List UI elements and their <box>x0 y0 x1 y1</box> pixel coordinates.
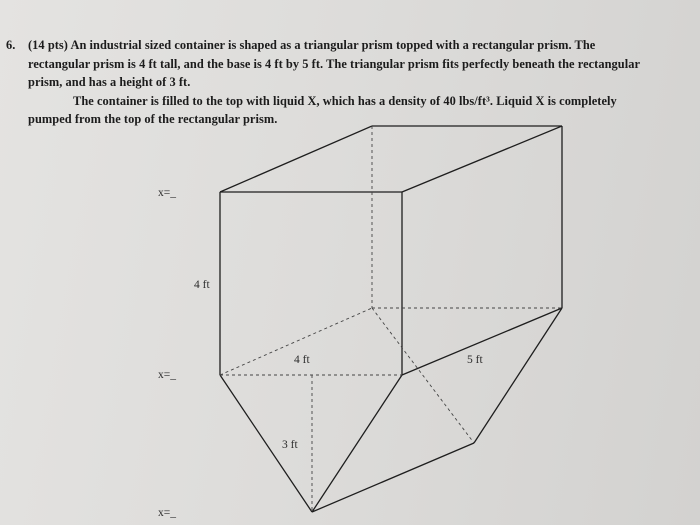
tri-back-right <box>474 308 562 443</box>
label-base-width: 4 ft <box>294 354 310 366</box>
x-label-top: x=_ <box>158 187 176 199</box>
label-tri-height: 3 ft <box>282 439 298 451</box>
x-label-middle: x=_ <box>158 369 176 381</box>
problem-number: 6. <box>6 38 16 52</box>
tri-bottom-ridge <box>312 443 474 512</box>
top-left-edge <box>220 126 372 192</box>
label-rect-height: 4 ft <box>194 279 210 291</box>
label-base-depth: 5 ft <box>467 354 483 366</box>
problem-line-4: The container is filled to the top with liquid X, which has a density of 40 lbs/ft³. Liquid X is completely <box>73 93 617 108</box>
x-label-bottom: x=_ <box>158 507 176 519</box>
problem-line-1: (14 pts) An industrial sized container is shaped as a triangular prism topped with a rectangular prism. The <box>28 38 596 52</box>
tri-front-left <box>220 375 312 512</box>
problem-line-3: prism, and has a height of 3 ft. <box>28 75 191 89</box>
top-right-edge <box>402 126 562 192</box>
problem-line-5: pumped from the top of the rectangular prism. <box>28 112 278 126</box>
tri-front-right <box>312 375 402 512</box>
problem-line-2: rectangular prism is 4 ft tall, and the base is 4 ft by 5 ft. The triangular prism fits perfectly beneath the rectangular <box>28 56 641 71</box>
hidden-tri-back-left <box>372 308 474 443</box>
